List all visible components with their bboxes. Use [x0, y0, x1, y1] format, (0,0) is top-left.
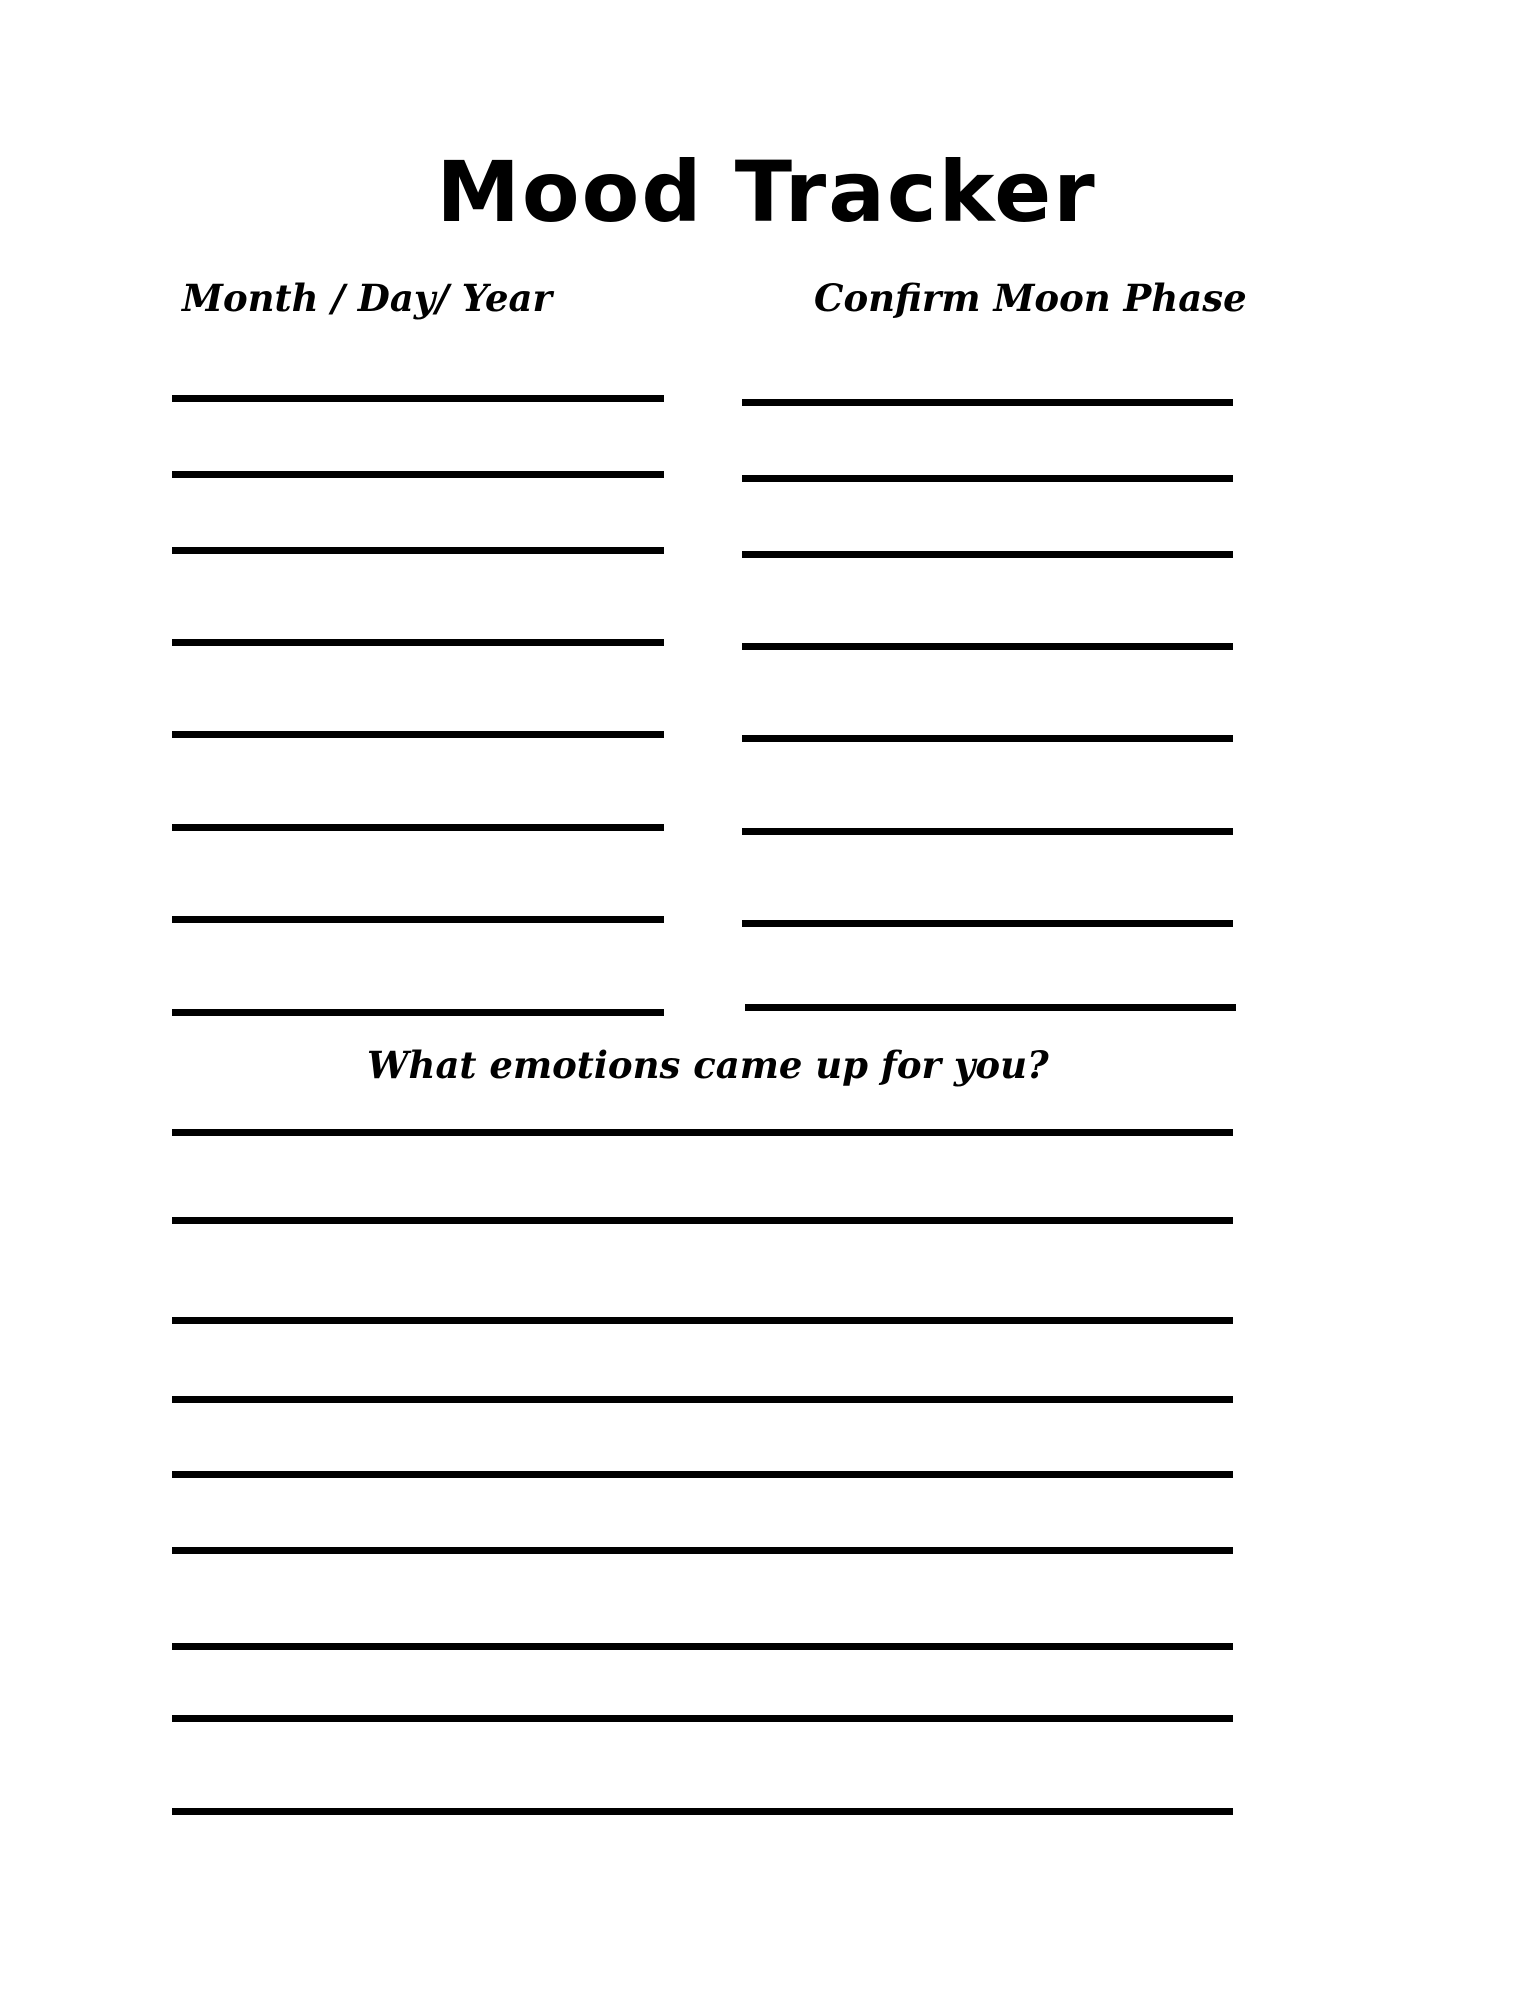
date-writing-line[interactable] — [172, 547, 664, 554]
moon-phase-writing-line[interactable] — [745, 1004, 1236, 1011]
moon-phase-column-label: Confirm Moon Phase — [814, 276, 1247, 320]
emotions-writing-line[interactable] — [172, 1547, 1233, 1554]
date-writing-line[interactable] — [172, 639, 664, 646]
moon-phase-writing-line[interactable] — [742, 399, 1233, 406]
moon-phase-writing-line[interactable] — [742, 735, 1233, 742]
moon-phase-writing-line[interactable] — [742, 828, 1233, 835]
date-writing-line[interactable] — [172, 824, 664, 831]
date-writing-line[interactable] — [172, 471, 664, 478]
moon-phase-writing-line[interactable] — [742, 475, 1233, 482]
emotions-writing-line[interactable] — [172, 1129, 1233, 1136]
emotions-writing-line[interactable] — [172, 1317, 1233, 1324]
date-column-label: Month / Day/ Year — [182, 276, 552, 320]
emotions-writing-line[interactable] — [172, 1471, 1233, 1478]
emotions-writing-line[interactable] — [172, 1217, 1233, 1224]
emotions-writing-line[interactable] — [172, 1643, 1233, 1650]
date-writing-line[interactable] — [172, 916, 664, 923]
moon-phase-writing-line[interactable] — [742, 643, 1233, 650]
emotions-writing-line[interactable] — [172, 1396, 1233, 1403]
page-title: Mood Tracker — [436, 143, 1097, 241]
emotions-prompt-label: What emotions came up for you? — [367, 1043, 1049, 1087]
moon-phase-writing-line[interactable] — [742, 920, 1233, 927]
emotions-writing-line[interactable] — [172, 1808, 1233, 1815]
emotions-writing-line[interactable] — [172, 1715, 1233, 1722]
date-writing-line[interactable] — [172, 731, 664, 738]
moon-phase-writing-line[interactable] — [742, 551, 1233, 558]
date-writing-line[interactable] — [172, 1009, 664, 1016]
date-writing-line[interactable] — [172, 395, 664, 402]
